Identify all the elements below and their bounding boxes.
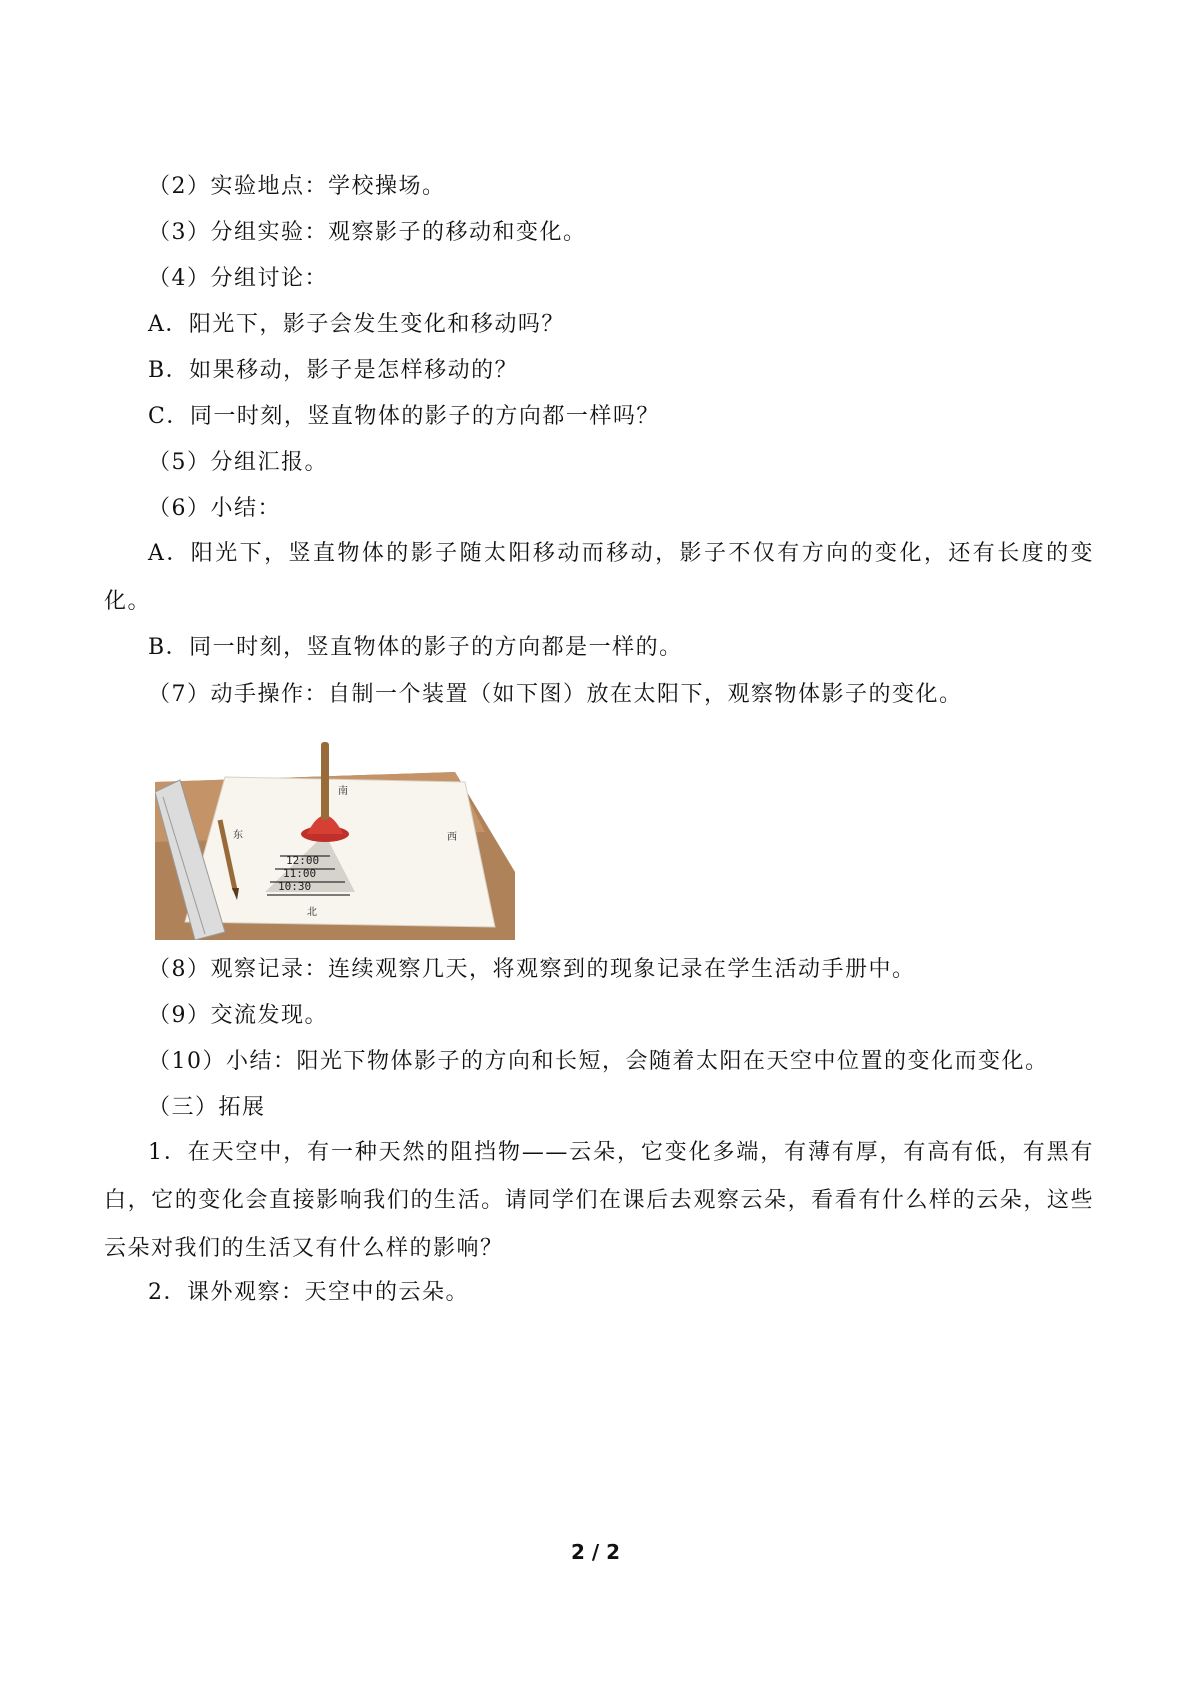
paragraph-observation-record: （8）观察记录：连续观察几天，将观察到的现象记录在学生活动手册中。: [148, 957, 916, 982]
question-c: C．同一时刻，竖直物体的影子的方向都一样吗？: [148, 404, 660, 429]
question-a: A．阳光下，影子会发生变化和移动吗？: [148, 312, 565, 337]
section-heading-extension: （三）拓展: [148, 1095, 266, 1120]
paragraph-group-report: （5）分组汇报。: [148, 450, 328, 475]
page-number: 2 / 2: [570, 1540, 621, 1564]
direction-east: 东: [233, 830, 243, 841]
time-label-1200: 12:00: [286, 854, 320, 867]
direction-north: 北: [307, 907, 317, 918]
paragraph-summary-10: （10）小结：阳光下物体影子的方向和长短，会随着太阳在天空中位置的变化而变化。: [148, 1049, 1049, 1074]
summary-a: A．阳光下，竖直物体的影子随太阳移动而移动，影子不仅有方向的变化，还有长度的变化。: [104, 541, 1094, 614]
paragraph-hands-on: （7）动手操作：自制一个装置（如下图）放在太阳下，观察物体影子的变化。: [148, 682, 963, 707]
paragraph-group-experiment: （3）分组实验：观察影子的移动和变化。: [148, 220, 587, 245]
time-label-1100: 11:00: [283, 867, 317, 880]
paragraph-experiment-location: （2）实验地点：学校操场。: [148, 174, 446, 199]
extension-item-1: 1．在天空中，有一种天然的阻挡物——云朵，它变化多端，有薄有厚，有高有低，有黑有白，它的变化会直接影响我们的生活。请同学们在课后去观察云朵，看看有什么样的云朵，这些云朵对我们的生活又有什么样的影响？: [104, 1140, 1094, 1261]
time-label-1030: 10:30: [278, 880, 312, 893]
paragraph-summary-heading: （6）小结：: [148, 496, 281, 521]
summary-b: B．同一时刻，竖直物体的影子的方向都是一样的。: [148, 635, 683, 660]
direction-west: 西: [447, 832, 457, 843]
paragraph-share-findings: （9）交流发现。: [148, 1003, 328, 1028]
shadow-device-illustration: [155, 722, 515, 940]
paragraph-group-discussion: （4）分组讨论：: [148, 266, 328, 291]
direction-south: 南: [338, 786, 348, 797]
extension-item-2: 2．课外观察：天空中的云朵。: [148, 1280, 469, 1305]
question-b: B．如果移动，影子是怎样移动的？: [148, 358, 519, 383]
